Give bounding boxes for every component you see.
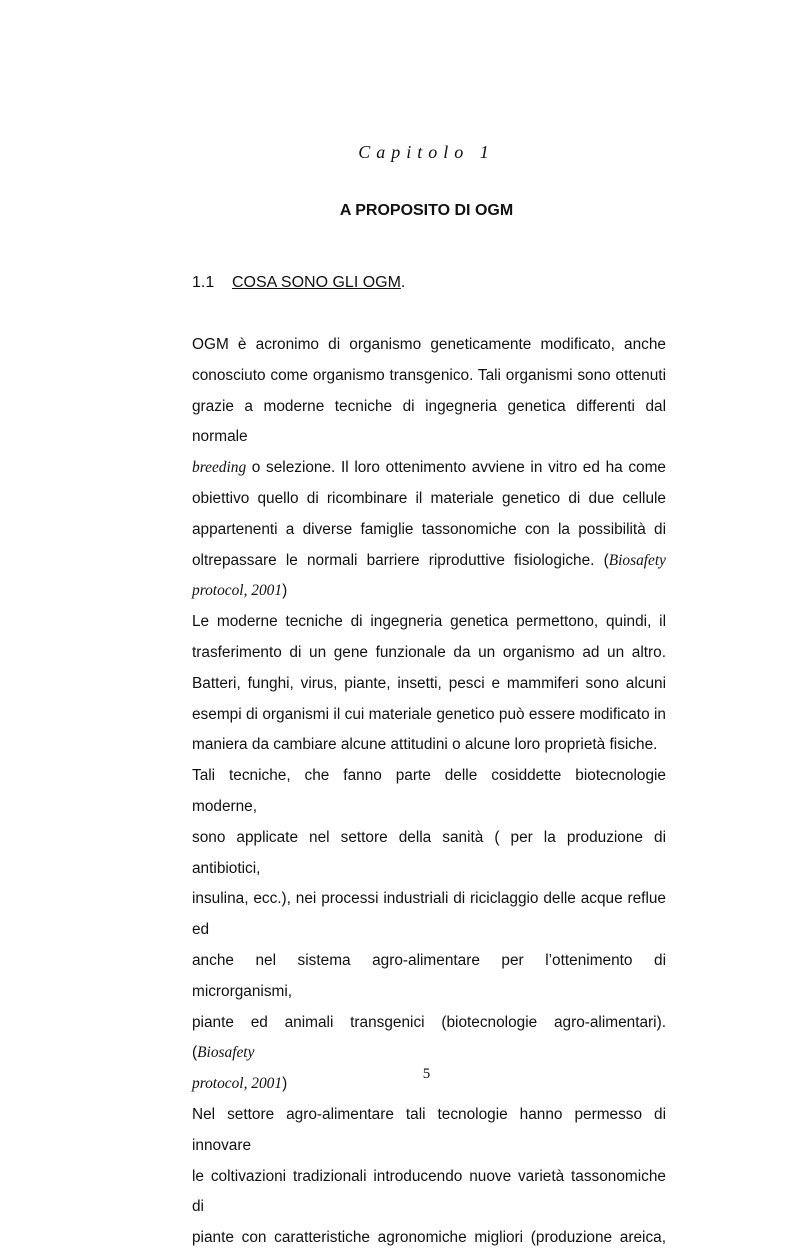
chapter-title: A PROPOSITO DI OGM [339,202,514,219]
text-segment: ) [282,582,288,600]
text-segment: Nel settore agro-alimentare tali tecnologie hanno permesso di innovare [192,1105,666,1154]
text-segment: conosciuto come organismo transgenico. Tali organismi sono ottenuti [192,366,666,384]
text-segment: trasferimento di un gene funzionale da un organismo ad un altro. [192,643,666,661]
text-line [192,700,666,731]
text-line [192,730,666,761]
page-number: 5 [422,1066,431,1082]
section-title-period: . [400,274,406,291]
text-segment: maniera da cambiare alcune attitudini o alcune loro proprietà fisiche. [192,736,658,754]
text-line [192,576,666,607]
chapter-label: Capitolo 1 [358,142,495,162]
text-segment: anche nel sistema agro-alimentare per l’ottenimento di microrganismi, [192,951,666,1000]
italic-segment: protocol, 2001 [192,582,283,600]
text-line [192,1100,666,1162]
text-line [192,823,666,885]
text-segment: o selezione. Il loro ottenimento avviene in vitro ed ha come [246,459,666,477]
text-line [192,1223,666,1254]
italic-segment: Biosafety [197,1044,255,1062]
text-segment: ) [282,1075,288,1093]
text-line [192,946,666,1008]
text-line [192,607,666,638]
section-number: 1.1 [192,274,215,291]
text-line [192,515,666,546]
text-line [192,392,666,454]
text-segment: piante con caratteristiche agronomiche migliori (produzione areica, [192,1229,666,1247]
text-segment: sono applicate nel settore della sanità ( per la produzione di antibiotici, [192,828,666,877]
text-line [192,1008,666,1070]
italic-segment: protocol, 2001 [192,1075,283,1093]
paragraph [192,330,666,607]
text-line [192,453,666,484]
text-line [192,638,666,669]
text-line [192,884,666,946]
text-segment: grazie a moderne tecniche di ingegneria genetica differenti dal normale [192,397,666,446]
paragraph [192,761,666,1100]
text-segment: obiettivo quello di ricombinare il materiale genetico di due cellule [192,489,666,507]
text-line [192,546,666,577]
section-title: COSA SONO GLI OGM [232,274,401,291]
text-segment: appartenenti a diverse famiglie tassonomiche con la possibilità di [192,520,666,538]
text-line [192,669,666,700]
paragraph [192,607,666,761]
text-segment: oltrepassare le normali barriere riproduttive fisiologiche. ( [192,551,609,569]
text-segment: esempi di organismi il cui materiale genetico può essere modificato in [192,705,666,723]
body-text [192,330,666,1254]
text-line [192,361,666,392]
text-line [192,484,666,515]
italic-segment: breeding [192,459,247,477]
text-segment: OGM è acronimo di organismo geneticamente modificato, anche [192,336,666,353]
text-segment: piante ed animali transgenici (biotecnologie agro-alimentari). ( [192,1013,666,1062]
text-line [192,1162,666,1224]
text-line [192,761,666,823]
text-segment: Batteri, funghi, virus, piante, insetti, pesci e mammiferi sono alcuni [192,674,666,692]
text-segment: le coltivazioni tradizionali introducendo nuove varietà tassonomiche di [192,1167,666,1216]
text-segment: Le moderne tecniche di ingegneria genetica permettono, quindi, il [192,613,666,631]
italic-segment: Biosafety [608,551,666,569]
section-heading [192,274,405,292]
paragraph [192,1100,666,1254]
text-line [192,330,666,361]
text-segment: insulina, ecc.), nei processi industriali di riciclaggio delle acque reflue ed [192,890,666,939]
text-segment: Tali tecniche, che fanno parte delle cosiddette biotecnologie moderne, [192,767,666,815]
